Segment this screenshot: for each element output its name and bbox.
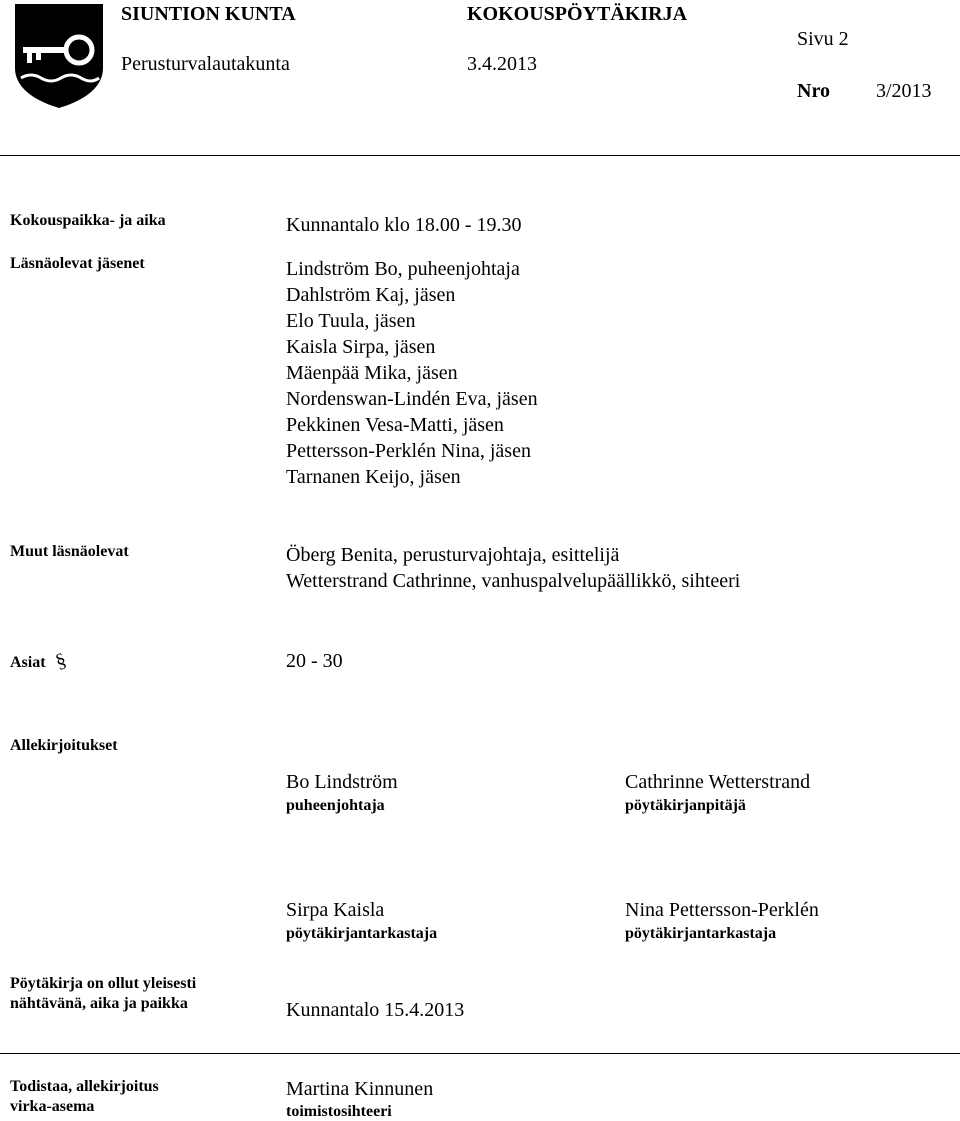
signature-checker1-role: pöytäkirjantarkastaja [286, 925, 438, 942]
member-item: Dahlström Kaj, jäsen [286, 284, 456, 306]
signatures-label: Allekirjoitukset [10, 737, 118, 754]
meeting-date: 3.4.2013 [467, 53, 537, 75]
member-item: Pettersson-Perklén Nina, jäsen [286, 440, 531, 462]
signature-checker2-role: pöytäkirjantarkastaja [625, 925, 777, 942]
org-name: SIUNTION KUNTA [121, 3, 296, 25]
present-members-label: Läsnäolevat jäsenet [10, 255, 145, 272]
certifier-name: Martina Kinnunen [286, 1078, 434, 1100]
place-time-value: Kunnantalo klo 18.00 - 19.30 [286, 214, 522, 236]
certification-label-line1: Todistaa, allekirjoitus [10, 1078, 159, 1095]
signature-secretary-name: Cathrinne Wetterstrand [625, 771, 811, 793]
publication-label-line2: nähtävänä, aika ja paikka [10, 995, 188, 1012]
nro-label: Nro [797, 80, 830, 102]
signature-chair-role: puheenjohtaja [286, 797, 385, 814]
footer-divider [0, 1053, 960, 1054]
member-item: Tarnanen Keijo, jäsen [286, 466, 461, 488]
page-number: Sivu 2 [797, 28, 849, 50]
publication-label-line1: Pöytäkirja on ollut yleisesti [10, 975, 197, 992]
member-item: Nordenswan-Lindén Eva, jäsen [286, 388, 538, 410]
member-item: Mäenpää Mika, jäsen [286, 362, 458, 384]
other-present-item: Wetterstrand Cathrinne, vanhuspalvelupäällikkö, sihteeri [286, 570, 741, 592]
board-name: Perusturvalautakunta [121, 53, 290, 75]
member-item: Lindström Bo, puheenjohtaja [286, 258, 520, 280]
items-label [10, 649, 69, 674]
document-type: KOKOUSPÖYTÄKIRJA [467, 3, 688, 25]
signature-checker2-name: Nina Pettersson-Perklén [625, 899, 819, 921]
signature-chair-name: Bo Lindström [286, 771, 398, 793]
other-present-item: Öberg Benita, perusturvajohtaja, esittelijä [286, 544, 620, 566]
items-label-text: Asiat [10, 654, 46, 671]
items-value: 20 - 30 [286, 650, 343, 672]
member-item: Kaisla Sirpa, jäsen [286, 336, 436, 358]
section-symbol: § [52, 649, 69, 674]
signature-checker1-name: Sirpa Kaisla [286, 899, 385, 921]
others-present-label: Muut läsnäolevat [10, 543, 129, 560]
member-item: Pekkinen Vesa-Matti, jäsen [286, 414, 504, 436]
publication-value: Kunnantalo 15.4.2013 [286, 999, 465, 1021]
nro-value: 3/2013 [876, 80, 932, 102]
municipality-coat-of-arms [13, 2, 105, 110]
member-item: Elo Tuula, jäsen [286, 310, 416, 332]
others-present-list [286, 542, 740, 594]
header-divider [0, 155, 960, 156]
certification-label [10, 1077, 159, 1117]
certification-label-line2: virka-asema [10, 1098, 95, 1115]
signature-secretary-role: pöytäkirjanpitäjä [625, 797, 746, 814]
publication-label [10, 974, 196, 1014]
place-time-label: Kokouspaikka- ja aika [10, 212, 166, 229]
present-members-list [286, 256, 538, 490]
certifier-role: toimistosihteeri [286, 1103, 392, 1120]
